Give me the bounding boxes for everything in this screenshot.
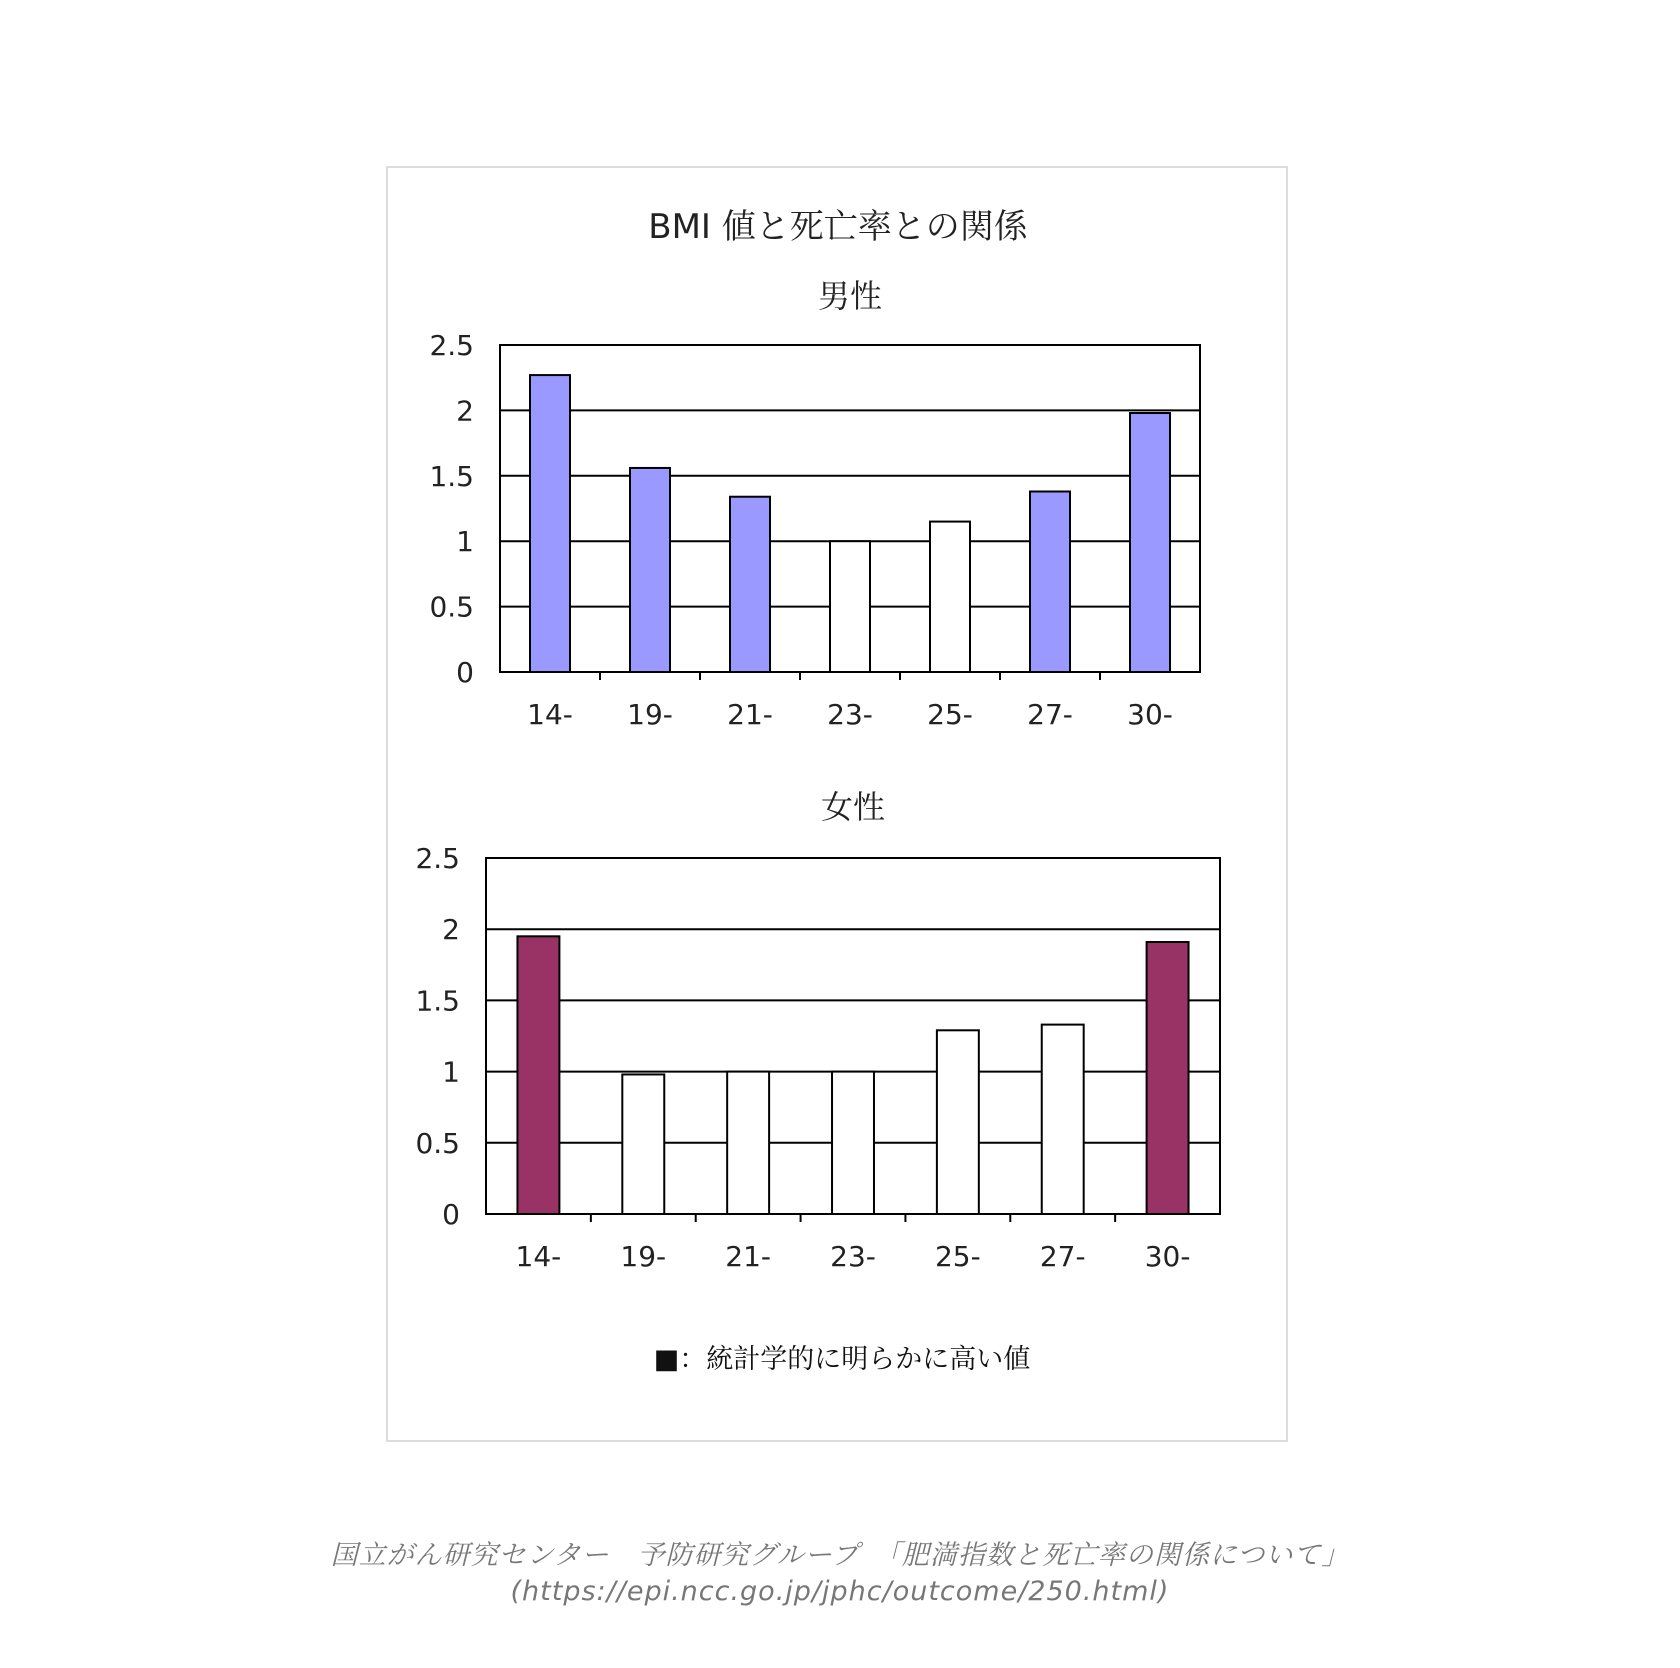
chart-male <box>429 277 1200 731</box>
male-bar-19 <box>630 468 670 672</box>
female-ytick-label: 1.5 <box>415 984 460 1018</box>
male-ytick-label: 1 <box>456 525 474 559</box>
female-bar-19 <box>622 1074 664 1214</box>
male-bar-14 <box>530 375 570 672</box>
male-ytick-label: 2.5 <box>429 329 474 362</box>
female-ytick-label: 2 <box>442 913 460 947</box>
source-caption: 国立がん研究センター 予防研究グループ 「肥満指数と死亡率の関係について」(https://epi.ncc.go.jp/jphc/outcome/250.html) <box>330 1540 1350 1607</box>
male-ytick-label: 1.5 <box>429 459 474 493</box>
male-xtick-label: 23- <box>827 698 873 731</box>
male-bar-27 <box>1030 491 1070 672</box>
female-xtick-label: 23- <box>830 1240 876 1273</box>
male-xtick-label: 14- <box>527 698 573 731</box>
female-bar-30 <box>1147 942 1189 1214</box>
male-chart-title: 男性 <box>817 277 883 315</box>
male-xtick-label: 21- <box>727 698 773 731</box>
female-ytick-label: 1 <box>442 1055 460 1089</box>
female-bar-21 <box>727 1072 769 1214</box>
female-bar-23 <box>832 1072 874 1214</box>
female-ytick-label: 0 <box>442 1198 460 1231</box>
legend-note: ■：統計学的に明らかに高い値 <box>653 1344 1031 1375</box>
male-bar-21 <box>730 497 770 672</box>
male-ytick-label: 2 <box>456 394 474 428</box>
female-xtick-label: 14- <box>515 1240 562 1273</box>
figure-title: BMI 値と死亡率との関係 <box>648 207 1028 247</box>
female-bar-14 <box>517 936 559 1214</box>
female-ytick-label: 0.5 <box>415 1126 460 1160</box>
female-xtick-label: 19- <box>620 1240 667 1273</box>
male-xtick-label: 25- <box>927 698 973 731</box>
female-bar-25 <box>937 1030 979 1214</box>
male-bar-23 <box>830 541 870 672</box>
male-xtick-label: 19- <box>627 698 673 731</box>
male-bar-30 <box>1130 413 1170 672</box>
female-xtick-label: 25- <box>934 1240 981 1273</box>
female-xtick-label: 21- <box>725 1240 772 1273</box>
male-xtick-label: 30- <box>1127 698 1173 731</box>
female-bar-27 <box>1042 1025 1084 1214</box>
male-ytick-label: 0.5 <box>429 590 474 624</box>
male-xtick-label: 27- <box>1027 698 1073 731</box>
male-bar-25 <box>930 522 970 672</box>
female-xtick-label: 30- <box>1144 1240 1191 1273</box>
chart-female <box>415 788 1220 1273</box>
male-ytick-label: 0 <box>456 656 474 689</box>
female-ytick-label: 2.5 <box>415 842 460 875</box>
female-chart-title: 女性 <box>820 788 886 826</box>
female-xtick-label: 27- <box>1039 1240 1086 1273</box>
